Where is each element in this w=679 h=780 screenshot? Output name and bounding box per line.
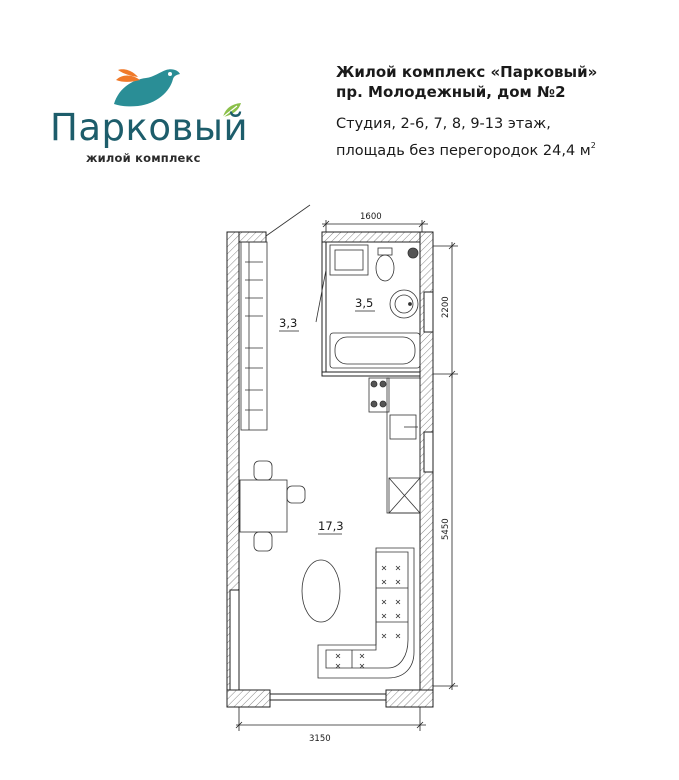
chair-bottom — [254, 532, 272, 551]
walls — [227, 232, 433, 707]
left-wall-top — [239, 232, 266, 242]
sink — [390, 290, 418, 318]
bathtub — [330, 333, 420, 368]
pipe-riser — [408, 248, 418, 258]
apartment-type: Студия, 2-6, 7, 8, 9-13 этаж, — [336, 116, 551, 132]
complex-title: Жилой комплекс «Парковый» — [336, 63, 598, 81]
logo-name: Парковый — [50, 106, 249, 149]
bathroom-bottom-wall — [322, 372, 420, 376]
living-area-label: 17,3 — [318, 519, 344, 533]
logo-subtitle: жилой комплекс — [86, 151, 201, 165]
bottom-wall-right — [386, 690, 433, 707]
kitchen — [369, 378, 420, 513]
dimension-bottom-width: 3150 — [309, 734, 331, 744]
dining-set — [240, 461, 305, 551]
washing-machine — [330, 245, 368, 275]
dining-table — [240, 480, 287, 532]
wardrobe — [241, 242, 267, 430]
sofa-cushion-marks — [336, 566, 400, 668]
kitchen-counter — [387, 378, 420, 513]
area-text: площадь без перегородок 24,4 м — [336, 143, 591, 159]
rug — [302, 560, 340, 622]
corner-sofa — [318, 548, 414, 678]
toilet — [376, 255, 394, 281]
bathroom-fixtures — [330, 245, 420, 368]
bathroom-partition — [322, 242, 326, 372]
bottom-wall-left — [227, 690, 270, 707]
area-unit-sup: 2 — [590, 141, 596, 150]
address: пр. Молодежный, дом №2 — [336, 83, 566, 101]
entrance-door — [266, 205, 326, 322]
bathroom-area-label: 3,5 — [355, 296, 374, 310]
chair-top — [254, 461, 272, 480]
dimension-living-height: 5450 — [441, 518, 451, 540]
chair-right — [287, 486, 305, 503]
hall-area-label: 3,3 — [279, 316, 298, 330]
right-wall-top — [322, 232, 420, 242]
dimension-top-width: 1600 — [360, 212, 382, 222]
dimension-bathroom-height: 2200 — [441, 296, 451, 318]
